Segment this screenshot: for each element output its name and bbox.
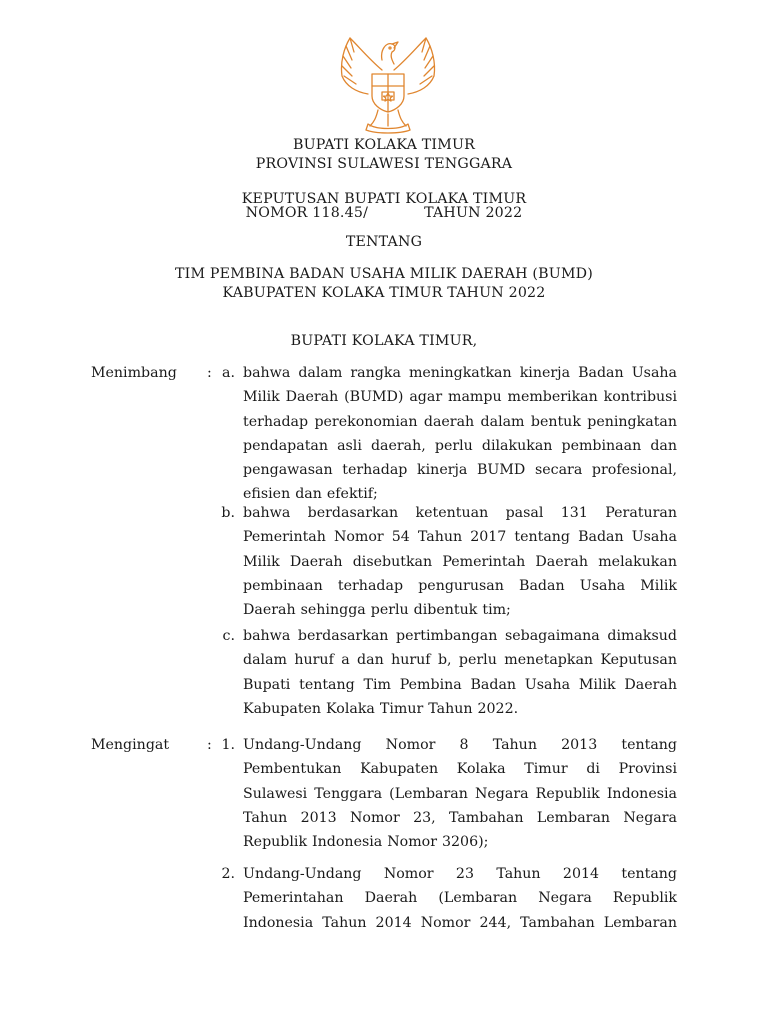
decree-year: TAHUN 2022 (424, 205, 523, 221)
menimbang-colon: : (207, 365, 212, 381)
subject-line-1: TIM PEMBINA BADAN USAHA MILIK DAERAH (BUMD) (174, 266, 593, 282)
decree-title: KEPUTUSAN BUPATI KOLAKA TIMUR (241, 191, 527, 207)
menimbang-marker-b: b. (221, 505, 235, 521)
mengingat-colon: : (207, 737, 212, 753)
subject-line-2: KABUPATEN KOLAKA TIMUR TAHUN 2022 (222, 285, 546, 301)
menimbang-marker-c: c. (222, 628, 235, 644)
tentang-heading: TENTANG (345, 234, 423, 250)
mengingat-item-1: Undang-Undang Nomor 8 Tahun 2013 tentang Pembentukan Kabupaten Kolaka Timur di Provinsi Sulawesi Tenggara (Lembaran Negara Republik Indonesia Tahun 2013 Nomor 23, Tambahan Lembaran Negara Republik Indonesia Nomor 3206); (243, 737, 677, 851)
mengingat-marker-1: 1. (221, 737, 235, 753)
decree-number: NOMOR 118.45/ (245, 205, 369, 221)
menimbang-label: Menimbang (91, 365, 177, 381)
mengingat-marker-2: 2. (221, 866, 235, 882)
menimbang-marker-a: a. (222, 365, 235, 381)
mengingat-label: Mengingat (91, 737, 170, 753)
mengingat-item-2: Undang-Undang Nomor 23 Tahun 2014 tentang Pemerintahan Daerah (Lembaran Negara Republik Indonesia Tahun 2014 Nomor 244, Tambahan Lembaran (243, 866, 677, 931)
decree-number-line (0, 205, 768, 222)
menimbang-item-c: bahwa berdasarkan pertimbangan sebagaimana dimaksud dalam huruf a dan huruf b, perlu menetapkan Keputusan Bupati tentang Tim Pembina Badan Usaha Milik Daerah Kabupaten Kolaka Timur Tahun 2022. (243, 628, 677, 717)
garuda-emblem-icon (330, 30, 446, 136)
province-title: PROVINSI SULAWESI TENGGARA (255, 156, 513, 172)
regent-title: BUPATI KOLAKA TIMUR (292, 137, 475, 153)
issuer-heading: BUPATI KOLAKA TIMUR, (290, 333, 478, 349)
menimbang-item-a: bahwa dalam rangka meningkatkan kinerja Badan Usaha Milik Daerah (BUMD) agar mampu memberikan kontribusi terhadap perekonomian daerah dalam bentuk peningkatan pendapatan asli daerah, perlu dilakukan pembinaan dan pengawasan terhadap kinerja BUMD secara profesional, efisien dan efektif; (243, 365, 677, 503)
menimbang-item-b: bahwa berdasarkan ketentuan pasal 131 Peraturan Pemerintah Nomor 54 Tahun 2017 tentang Badan Usaha Milik Daerah disebutkan Pemerintah Daerah melakukan pembinaan terhadap pengurusan Badan Usaha Milik Daerah sehingga perlu dibentuk tim; (243, 505, 677, 619)
